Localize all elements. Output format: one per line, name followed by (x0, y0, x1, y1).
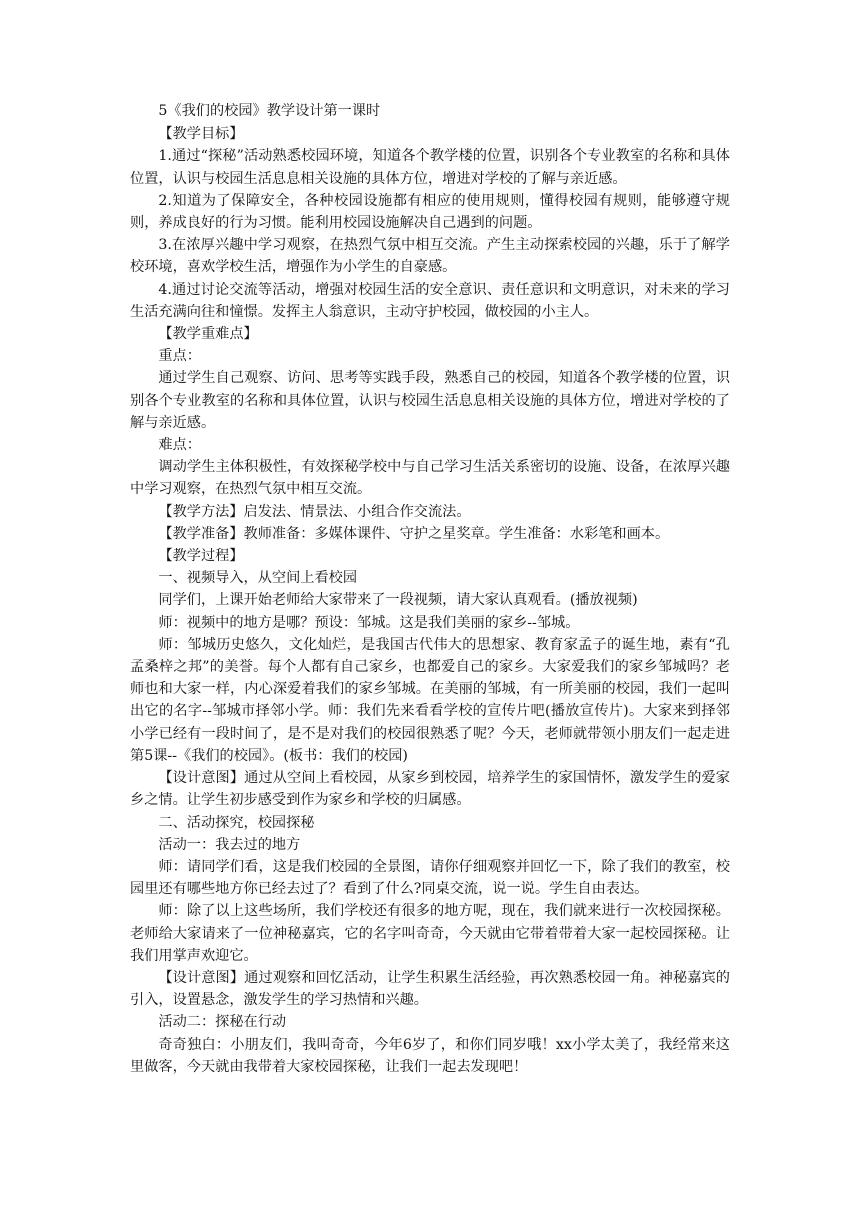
paragraph: 2.知道为了保障安全，各种校园设施都有相应的使用规则，懂得校园有规则，能够遵守规则，养成良好的行为习惯。能利用校园设施解决自己遇到的问题。 (130, 192, 730, 232)
paragraph: 【教学目标】 (158, 126, 244, 143)
paragraph: 奇奇独白：小朋友们，我叫奇奇，今年6岁了，和你们同岁哦！xx小学太美了，我经常来这里做客，今天就由我带着大家校园探秘，让我们一起去发现吧！ (130, 1036, 730, 1075)
paragraph: 【教学准备】教师准备：多媒体课件、守护之星奖章。学生准备：水彩笔和画本。 (158, 525, 670, 542)
document-body (130, 100, 730, 1078)
paragraph: 调动学生主体积极性，有效探秘学校中与自己学习生活关系密切的设施、设备，在浓厚兴趣中学习观察，在热烈气氛中相互交流。 (130, 459, 730, 498)
paragraph: 1.通过“探秘”活动熟悉校园环境，知道各个教学楼的位置，识别各个专业教室的名称和具体位置，认识与校园生活息息相关设施的具体方位，增进对学校的了解与亲近感。 (130, 148, 730, 187)
paragraph: 二、活动探究，校园探秘 (158, 814, 315, 831)
paragraph: 一、视频导入，从空间上看校园 (158, 570, 358, 587)
paragraph: 师：除了以上这些场所，我们学校还有很多的地方呢，现在，我们就来进行一次校园探秘。老师给大家请来了一位神秘嘉宾，它的名字叫奇奇，今天就由它带着带着大家一起校园探秘。让我们用掌声欢迎它。 (130, 903, 730, 964)
paragraph: 师：邹城历史悠久，文化灿烂，是我国古代伟大的思想家、教育家孟子的诞生地，素有“孔孟桑梓之邦”的美誉。每个人都有自己家乡，也都爱自己的家乡。大家爱我们的家乡邹城吗？老师也和大家一样，内心深爱着我们的家乡邹城。在美丽的邹城，有一所美丽的校园，我们一起叫出它的名字--邹城市择邻小学。师：我们先来看看学校的宣传片吧(播放宣传片)。大家来到择邻小学已经有一段时间了，是不是对我们的校园很熟悉了呢？今天，老师就带领小朋友们一起走进第5课--《我们的校园》。(板书：我们的校园) (130, 636, 730, 764)
paragraph: 【设计意图】通过观察和回忆活动，让学生积累生活经验，再次熟悉校园一角。神秘嘉宾的引入，设置悬念，激发学生的学习热情和兴趣。 (130, 969, 730, 1009)
paragraph: 【设计意图】通过从空间上看校园，从家乡到校园，培养学生的家国情怀，激发学生的爱家乡之情。让学生初步感受到作为家乡和学校的归属感。 (130, 770, 730, 809)
paragraph: 同学们，上课开始老师给大家带来了一段视频，请大家认真观看。(播放视频) (158, 592, 638, 609)
paragraph: 通过学生自己观察、访问、思考等实践手段，熟悉自己的校园，知道各个教学楼的位置，识别各个专业教室的名称和具体位置，认识与校园生活息息相关设施的具体方位，增进对学校的了解与亲近感。 (130, 370, 730, 431)
paragraph-list (130, 123, 730, 1078)
paragraph: 难点： (158, 437, 201, 454)
paragraph: 【教学重难点】 (158, 326, 258, 343)
paragraph: 师：请同学们看，这是我们校园的全景图，请你仔细观察并回忆一下，除了我们的教室，校园里还有哪些地方你已经去过了？看到了什么?同桌交流，说一说。学生自由表达。 (130, 858, 730, 898)
paragraph: 师：视频中的地方是哪？预设：邹城。这是我们美丽的家乡--邹城。 (158, 614, 580, 631)
paragraph: 活动一：我去过的地方 (158, 836, 301, 853)
paragraph: 活动二：探秘在行动 (158, 1014, 287, 1031)
paragraph: 重点： (158, 348, 201, 365)
paragraph: 【教学方法】启发法、情景法、小组合作交流法。 (158, 503, 471, 520)
document-title: 5《我们的校园》教学设计第一课时 (158, 103, 381, 119)
paragraph: 【教学过程】 (158, 548, 244, 565)
paragraph: 3.在浓厚兴趣中学习观察，在热烈气氛中相互交流。产生主动探索校园的兴趣，乐于了解学校环境，喜欢学校生活，增强作为小学生的自豪感。 (130, 237, 730, 276)
paragraph: 4.通过讨论交流等活动，增强对校园生活的安全意识、责任意识和文明意识，对未来的学习生活充满向往和憧憬。发挥主人翁意识，主动守护校园，做校园的小主人。 (130, 281, 730, 320)
